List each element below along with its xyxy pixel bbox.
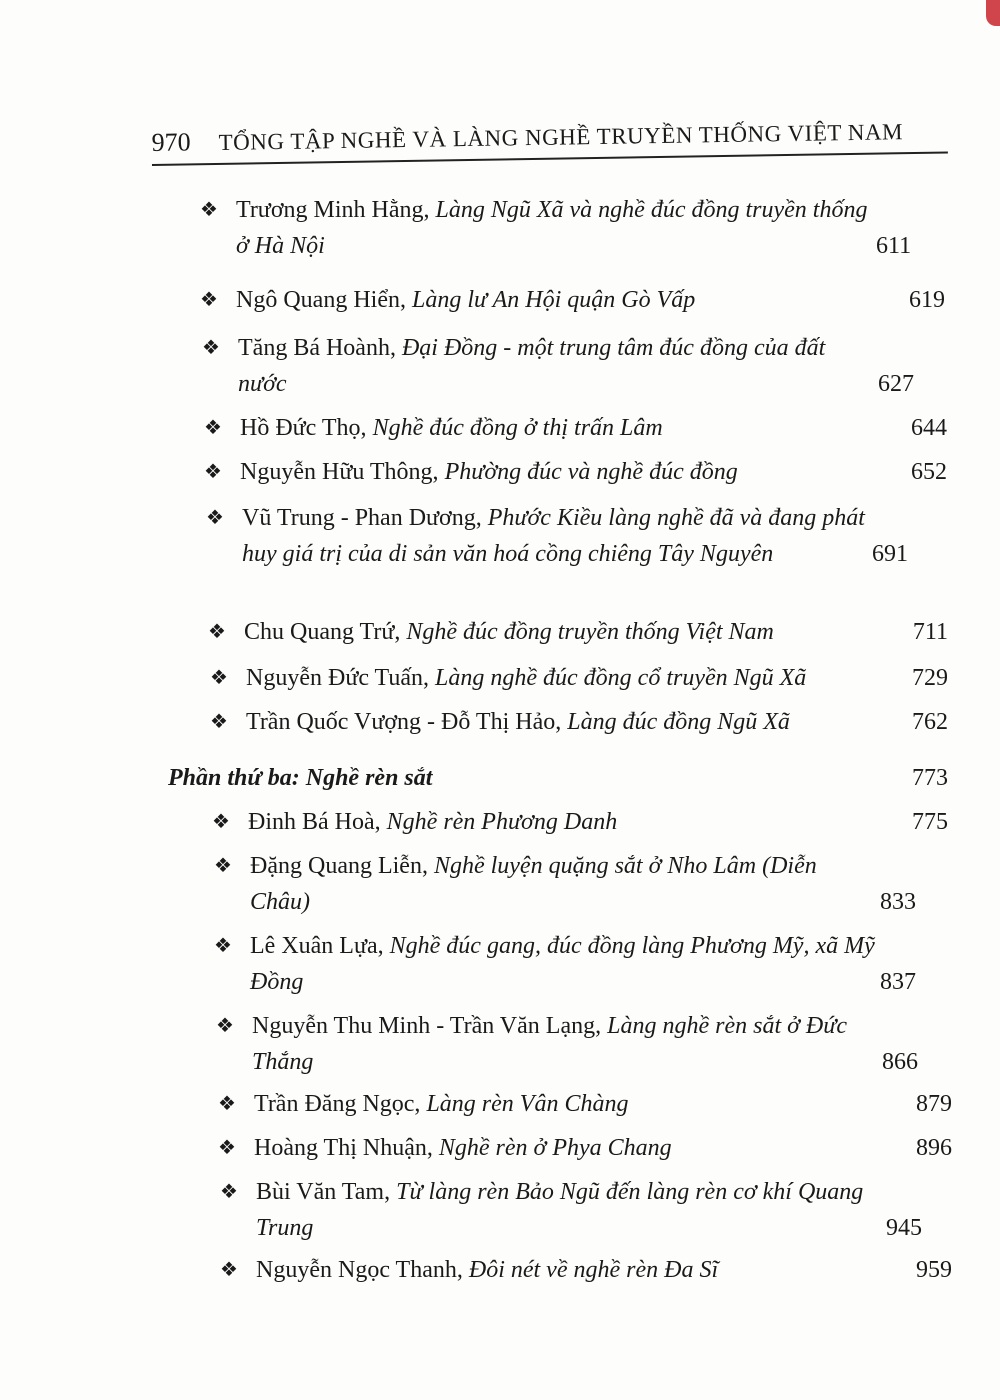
entry-title: Làng lư An Hội quận Gò Vấp (411, 287, 696, 313)
running-title: TỔNG TẬP NGHỀ VÀ LÀNG NGHỀ TRUYỀN THỐNG VIỆT NAM (218, 119, 904, 155)
section-page: 773 (912, 765, 948, 791)
toc-entry (208, 614, 948, 650)
toc-entry (210, 704, 948, 740)
diamond-bullet-icon: ❖ (220, 1259, 238, 1281)
entry-page: 945 (886, 1215, 922, 1241)
entry-page: 866 (882, 1049, 918, 1075)
toc-entry (214, 928, 950, 1000)
entry-author: Hồ Đức Thọ, (240, 415, 373, 441)
toc-entry (204, 410, 947, 446)
diamond-bullet-icon: ❖ (204, 417, 222, 439)
entry-page: 837 (880, 969, 916, 995)
entry-title: Nghề đúc gang, đúc đồng làng Phương Mỹ, xã Mỹ Đồng (250, 933, 875, 995)
entry-title: Làng nghề rèn sắt ở Đức Thắng (252, 1013, 847, 1075)
entry-title: Nghề rèn ở Phya Chang (438, 1135, 672, 1161)
entry-title: Phước Kiều làng nghề đã và đang phát huy giá trị của di sản văn hoá cồng chiêng Tây Nguyên (242, 505, 865, 567)
entry-page: 833 (880, 889, 916, 915)
entry-title: Nghề đúc đồng ở thị trấn Lâm (372, 415, 663, 441)
page-edge-mark (986, 0, 1000, 26)
diamond-bullet-icon: ❖ (218, 1093, 236, 1115)
entry-page: 711 (912, 619, 948, 645)
entry-author: Trần Đăng Ngọc, (254, 1091, 427, 1117)
entry-page: 896 (916, 1135, 952, 1161)
diamond-bullet-icon: ❖ (214, 935, 232, 957)
entry-author: Đinh Bá Hoà, (248, 809, 387, 835)
toc-entry (202, 330, 947, 402)
entry-title: Từ làng rèn Bảo Ngũ đến làng rèn cơ khí Quang Trung (256, 1179, 864, 1241)
entry-author: Hoàng Thị Nhuận, (254, 1135, 439, 1161)
section-title: Phần thứ ba: Nghề rèn sắt (168, 765, 433, 791)
entry-page: 691 (872, 541, 908, 567)
toc-entry (200, 192, 945, 264)
toc-entry (218, 1130, 952, 1166)
entry-title: Làng đúc đồng Ngũ Xã (567, 709, 790, 735)
entry-title: Đại Đồng - một trung tâm đúc đồng của đất nước (238, 335, 826, 397)
entry-page: 652 (911, 459, 947, 485)
entry-title: Nghề luyện quặng sắt ở Nho Lâm (Diễn Châu) (250, 853, 817, 915)
entry-author: Nguyễn Ngọc Thanh, (256, 1257, 469, 1283)
toc-entry (212, 804, 948, 840)
entry-page: 775 (912, 809, 948, 835)
entry-title: Phường đúc và nghề đúc đồng (444, 459, 738, 485)
entry-title: Làng rèn Vân Chàng (426, 1091, 629, 1117)
diamond-bullet-icon: ❖ (216, 1015, 234, 1037)
entry-author: Nguyễn Thu Minh - Trần Văn Lạng, (252, 1013, 608, 1039)
entry-author: Nguyễn Đức Tuấn, (246, 665, 436, 691)
entry-author: Trương Minh Hằng, (236, 197, 436, 223)
toc-entry (200, 282, 945, 318)
entry-author: Bùi Văn Tam, (256, 1179, 397, 1205)
toc-entry (218, 1086, 952, 1122)
toc-entry (206, 500, 948, 572)
entry-page: 879 (916, 1091, 952, 1117)
diamond-bullet-icon: ❖ (200, 199, 218, 221)
entry-author: Ngô Quang Hiển, (236, 287, 412, 313)
diamond-bullet-icon: ❖ (206, 507, 224, 529)
diamond-bullet-icon: ❖ (200, 289, 218, 311)
diamond-bullet-icon: ❖ (218, 1137, 236, 1159)
entry-author: Vũ Trung - Phan Dương, (242, 505, 488, 531)
entry-author: Lê Xuân Lựa, (250, 933, 390, 959)
diamond-bullet-icon: ❖ (214, 855, 232, 877)
entry-author: Đặng Quang Liễn, (250, 853, 434, 879)
diamond-bullet-icon: ❖ (204, 461, 222, 483)
diamond-bullet-icon: ❖ (220, 1181, 238, 1203)
toc-entry (220, 1174, 952, 1246)
diamond-bullet-icon: ❖ (208, 621, 226, 643)
entry-author: Tăng Bá Hoành, (238, 335, 402, 361)
toc-entry (214, 848, 950, 920)
entry-title: Nghề đúc đồng truyền thống Việt Nam (406, 619, 774, 645)
page-number: 970 (151, 127, 191, 158)
diamond-bullet-icon: ❖ (210, 667, 228, 689)
entry-page: 611 (876, 233, 912, 259)
toc-entry (204, 454, 947, 490)
entry-author: Trần Quốc Vượng - Đỗ Thị Hảo, (246, 709, 568, 735)
entry-title: Nghề rèn Phương Danh (386, 809, 618, 835)
entry-page: 959 (916, 1257, 952, 1283)
running-header (151, 116, 947, 166)
toc-entry (220, 1252, 952, 1288)
diamond-bullet-icon: ❖ (212, 811, 230, 833)
entry-title: Làng nghề đúc đồng cổ truyền Ngũ Xã (435, 665, 807, 691)
entry-page: 762 (912, 709, 948, 735)
entry-author: Chu Quang Trứ, (244, 619, 407, 645)
toc-entry (210, 660, 948, 696)
entry-title: Làng Ngũ Xã và nghề đúc đồng truyền thống ở Hà Nội (236, 197, 868, 259)
entry-page: 627 (878, 371, 914, 397)
diamond-bullet-icon: ❖ (210, 711, 228, 733)
entry-page: 644 (911, 415, 947, 441)
entry-page: 729 (912, 665, 948, 691)
entry-page: 619 (909, 287, 945, 313)
entry-title: Đôi nét về nghề rèn Đa Sĩ (468, 1257, 719, 1283)
entry-author: Nguyễn Hữu Thông, (240, 459, 445, 485)
section-heading (168, 760, 948, 796)
diamond-bullet-icon: ❖ (202, 337, 220, 359)
toc-entry (216, 1008, 950, 1080)
